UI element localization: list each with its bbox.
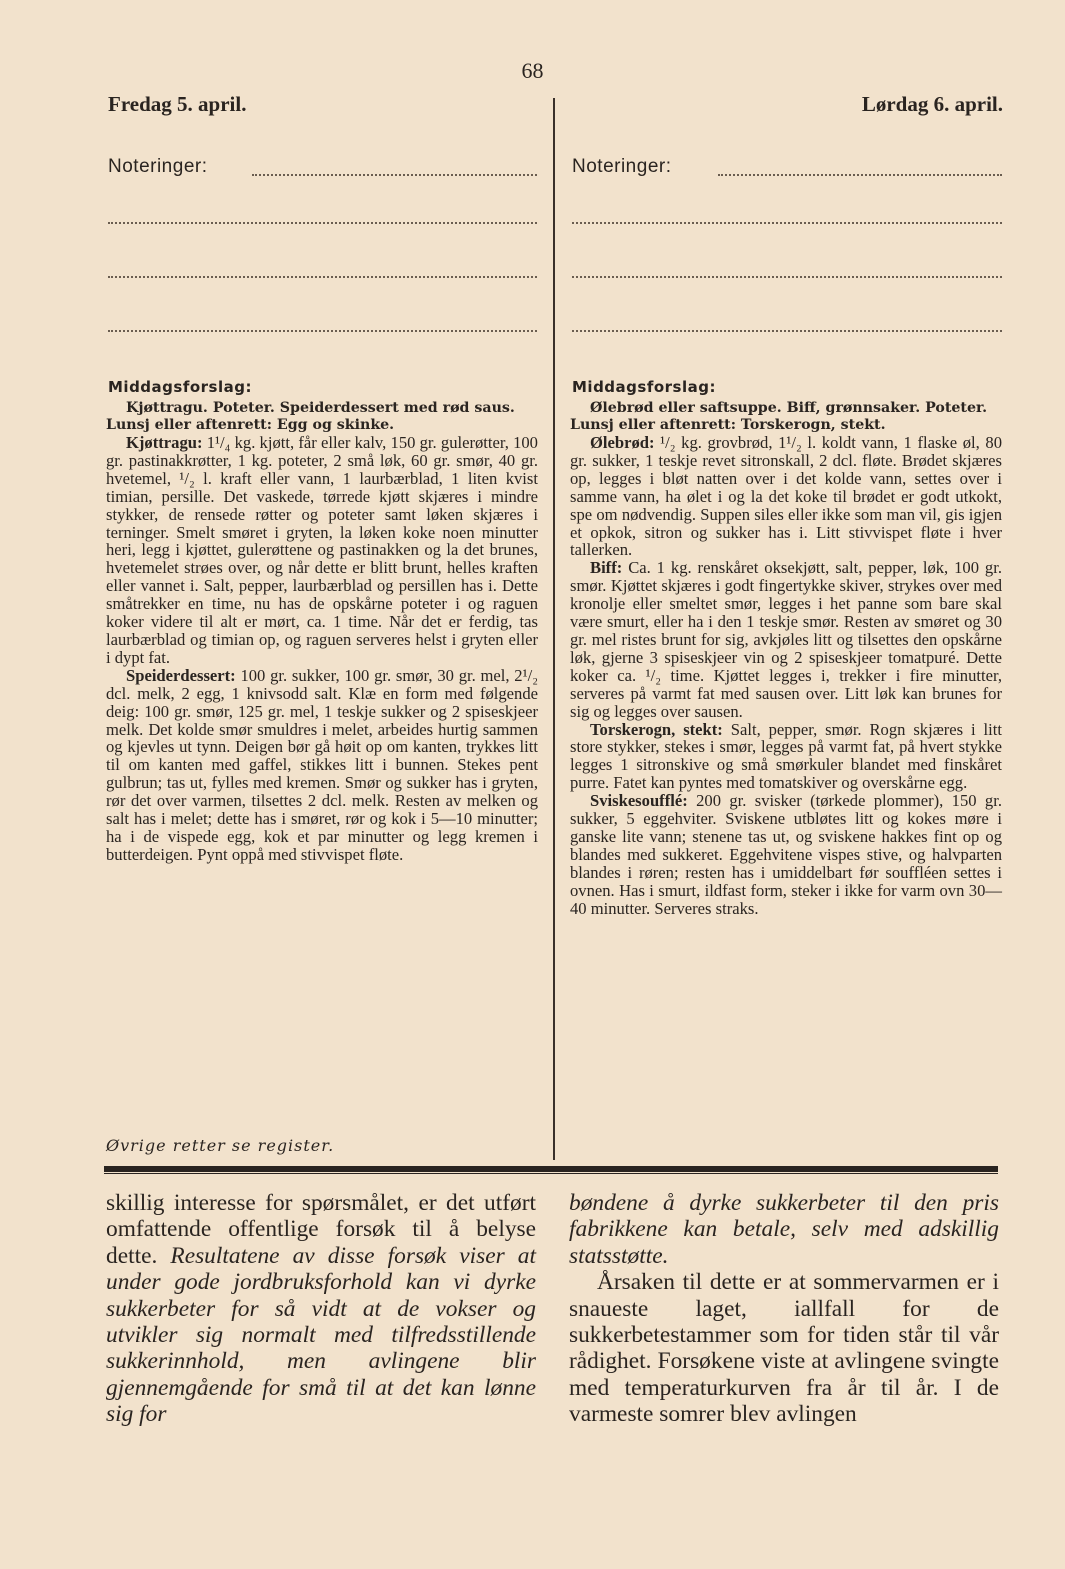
notes-label-right: Noteringer: xyxy=(572,156,672,177)
article-italic: bøndene å dyrke sukkerbeter til den pris fabrikkene kan betale, selv med adskillig statsstøtte. xyxy=(569,1190,999,1269)
recipe-text: 100 gr. sukker, 100 gr. smør, 30 gr. mel, 2¹/₂ dcl. melk, 2 egg, 1 knivsodd salt. Klæ en form med følgende deig: 100 gr. smør, 125 gr. mel, 1 teskje sukker og 2 spiseskjeer melk. Det kolde smør smuldres i melet, arbeides hurtig sammen og kjevles ut tynn. Deigen bør gå høit op om kanten, trykkes litt til om kanten med gaffel, stikkes litt i bunnen. Stekes pent gulbrun; tas ut, fylles med kremen. Smør og sukker has i gryten, rør det over varmen, tilsettes 2 dcl. melk. Resten av melken og salt has i melet; dette has i smøret, rør og kok i 5—10 minutter; ha i de vispede egg, kok et par minutter og legg kremen i butterdeigen. Pynt oppå med stivvispet fløte. xyxy=(106,665,538,864)
notes-line-right-1 xyxy=(718,174,1002,176)
recipe-olebrod xyxy=(570,434,1002,559)
dinner-suggestions-label-left: Middagsforslag: xyxy=(108,378,252,396)
day-heading-saturday: Lørdag 6. april. xyxy=(861,92,1003,116)
notes-line-left-4 xyxy=(108,330,537,332)
article-text-right xyxy=(569,1190,999,1428)
menu-line-right-2: Lunsj eller aftenrett: Torskerogn, stekt. xyxy=(570,417,886,433)
section-divider-thin xyxy=(104,1173,998,1174)
article-text-left xyxy=(106,1190,536,1428)
recipe-text: ¹/₂ kg. grovbrød, 1¹/₂ l. koldt vann, 1 flaske øl, 80 gr. sukker, 1 teskje revet sitronskall, 2 dcl. fløte. Brødet skjæres op, legges i bløt natten over i det kolde vann, settes over i samme vann, ha ølet i og la det koke til brødet er godt utkokt, spe om nødvendig. Suppen siles eller ikke som man vil, gis igjen et opkok, sitron og sukker has i. Litt stivvispet fløte i hver tallerken. xyxy=(570,433,1002,560)
article-plain: Årsaken til dette er at sommervarmen er i snaueste laget, iallfall for de sukkerbetestammer som for tiden står til vår rådighet. Forsøkene viste at avlingene svingte med temperaturkurven fra år til år. I de varmeste somrer blev avlingen xyxy=(569,1269,999,1428)
notes-line-right-2 xyxy=(572,222,1002,224)
recipe-speiderdessert xyxy=(106,667,538,864)
recipe-name: Kjøttragu: xyxy=(126,433,203,452)
recipe-name: Sviskesoufflé: xyxy=(590,791,688,811)
recipe-torskerogn xyxy=(570,721,1002,793)
dinner-suggestions-label-right: Middagsforslag: xyxy=(572,378,716,396)
recipe-name: Torskerogn, stekt: xyxy=(590,719,723,739)
page-number: 68 xyxy=(521,58,544,83)
recipe-text: Ca. 1 kg. renskåret oksekjøtt, salt, pepper, løk, 100 gr. smør. Kjøttet skjæres i godt fingertykke skiver, strykes over med kronolje eller smeltet smør, legges i het panne som bare skal være smurt, eller ha i den 1 teskje smør. Resten av smøret og 30 gr. mel ristes brunt for sig, avkjøles litt og tilsettes den opskårne løk, gjerne 3 spiseskjeer vin og 2 spiseskjeer tomatpuré. Dette koker ca. ¹/₂ time. Kjøttet legges i, trekker i fire minutter, serveres på varmt fat med sausen over. Litt løk kan brunes for sig og legges over sausen. xyxy=(570,558,1002,721)
notes-line-right-3 xyxy=(572,276,1002,278)
recipe-name: Biff: xyxy=(590,558,623,578)
recipe-kjottragu xyxy=(106,434,538,667)
recipe-text: 200 gr. svisker (tørkede plommer), 150 gr. sukker, 5 eggehviter. Sviskene utbløtes litt og kokes møre i ganske lite vann; stenene tas ut, og sviskene hakkes fint op og blandes med sukkeret. Eggehvitene vispes stive, og halvparten blandes i røren; resten has i umiddelbart før souffléen settes i ovnen. Has i smurt, ildfast form, steker i ikke for varm ovn 30—40 minutter. Serveres straks. xyxy=(570,791,1002,918)
menu-line-left-2: Lunsj eller aftenrett: Egg og skinke. xyxy=(106,417,395,433)
recipe-name: Ølebrød: xyxy=(590,433,655,452)
recipe-name: Speiderdessert: xyxy=(126,665,236,685)
section-divider xyxy=(104,1166,998,1172)
notes-line-left-3 xyxy=(108,276,537,278)
recipe-sviskesouffle xyxy=(570,792,1002,917)
article-italic: Resultatene av disse forsøk viser at under gode jordbruksforhold kan vi dyrke sukkerbeter for så vidt at de vokser og utvikler sig normalt med tilfredsstillende sukkerinnhold, men avlingene blir gjennemgående for små til at det kan lønne sig for xyxy=(106,1242,536,1428)
notes-line-left-1 xyxy=(252,174,537,176)
menu-line-left-1: Kjøttragu. Poteter. Speiderdessert med rød saus. xyxy=(126,400,515,416)
day-heading-friday: Fredag 5. april. xyxy=(108,92,247,116)
column-divider xyxy=(553,98,555,1160)
notes-line-right-4 xyxy=(572,330,1002,332)
register-note: Øvrige retter se register. xyxy=(106,1136,335,1155)
recipe-text: 1¹/₄ kg. kjøtt, får eller kalv, 150 gr. gulerøtter, 100 gr. pastinakkrøtter, 1 kg. poteter, 2 små løk, 60 gr. smør, 40 gr. hvetemel, ¹/₂ l. kraft eller vann, 1 laurbærblad, 1 liten kvist timian, persille. Det vaskede, tørrede kjøtt skjæres i mindre stykker, de rensede røtter og poteter samt løken skjæres i terninger. Smelt smøret i gryten, la løken koke noen minutter heri, legg i kjøttet, gulerøttene og pastinakken og la det brunes, hvetemelet strøes over, og når dette er blitt brunt, helles kraften eller vannet i. Salt, pepper, laurbærblad og persillen has i. Dette småtrekker en time, nu has de opskårne poteter i og raguen koker videre til alt er mørt, ca. 1 time. Når det er ferdig, tas laurbærblad og timian op, og raguen serveres helst i gryten eller i dypt fat. xyxy=(106,433,538,667)
left-recipes xyxy=(106,400,538,864)
article-plain: skillig interesse for spørsmålet, er det utført omfattende offentlige forsøk til å belyse dette. xyxy=(106,1190,536,1269)
notes-line-left-2 xyxy=(108,222,537,224)
recipe-text: Salt, pepper, smør. Rogn skjæres i litt store stykker, stekes i smør, legges på varmt fat, på hvert stykke legges 1 sitronskive og små smørkuler blandet med finskåret purre. Fatet kan pyntes med tomatskiver og overskårne egg. xyxy=(570,719,1002,793)
menu-line-right-1: Ølebrød eller saftsuppe. Biff, grønnsaker. Poteter. xyxy=(590,400,988,416)
recipe-biff xyxy=(570,559,1002,720)
right-recipes xyxy=(570,400,1002,917)
notes-label-left: Noteringer: xyxy=(108,156,208,177)
